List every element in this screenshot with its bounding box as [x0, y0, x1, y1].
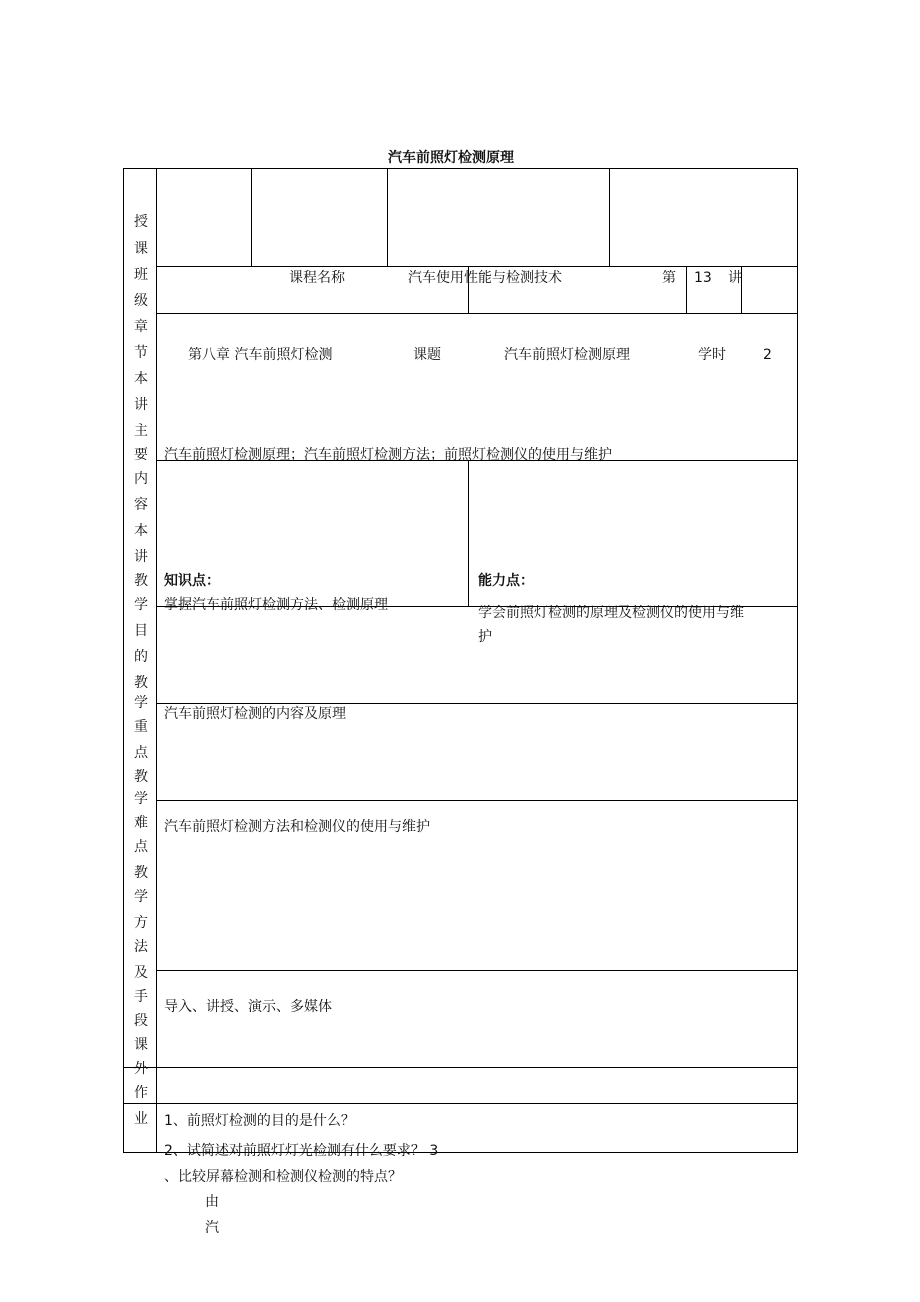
trailing-char-1: 由	[205, 1194, 219, 1210]
knowledge-text: 掌握汽车前照灯检测方法、检测原理	[164, 597, 388, 613]
ability-text-line1: 学会前照灯检测的原理及检测仪的使用与维	[478, 605, 744, 621]
difficulties-text: 汽车前照灯检测方法和检测仪的使用与维护	[164, 819, 430, 835]
trailing-char-2: 汽	[205, 1220, 219, 1236]
lecture-suffix: 讲	[728, 270, 742, 286]
key-points-text: 汽车前照灯检测的内容及原理	[164, 706, 346, 722]
homework-q2: 2、试简述对前照灯灯光检测有什么要求？ 3	[164, 1143, 439, 1159]
topic-label: 课题	[413, 347, 441, 363]
homework-q3: 、比较屏幕检测和检测仪检测的特点？	[164, 1169, 402, 1185]
lecture-prefix: 第	[662, 270, 676, 286]
course-name-value: 汽车使用性能与检测技术	[408, 270, 562, 286]
knowledge-label: 知识点：	[164, 573, 220, 589]
hours-label: 学时	[698, 347, 726, 363]
course-name-label: 课程名称	[289, 270, 345, 286]
hours-value: 2	[763, 347, 772, 363]
lecture-number: 13	[694, 270, 712, 286]
ability-label: 能力点：	[478, 573, 534, 589]
topic-value: 汽车前照灯检测原理	[504, 347, 630, 363]
document-title: 汽车前照灯检测原理	[388, 150, 514, 166]
homework-q1: 1、前照灯检测的目的是什么？	[164, 1113, 355, 1129]
ability-text-line2: 护	[478, 629, 492, 645]
main-content-text: 汽车前照灯检测原理；汽车前照灯检测方法；前照灯检测仪的使用与维护	[164, 447, 612, 463]
chapter-text: 第八章 汽车前照灯检测	[188, 347, 333, 363]
methods-text: 导入、讲授、演示、多媒体	[164, 999, 332, 1015]
